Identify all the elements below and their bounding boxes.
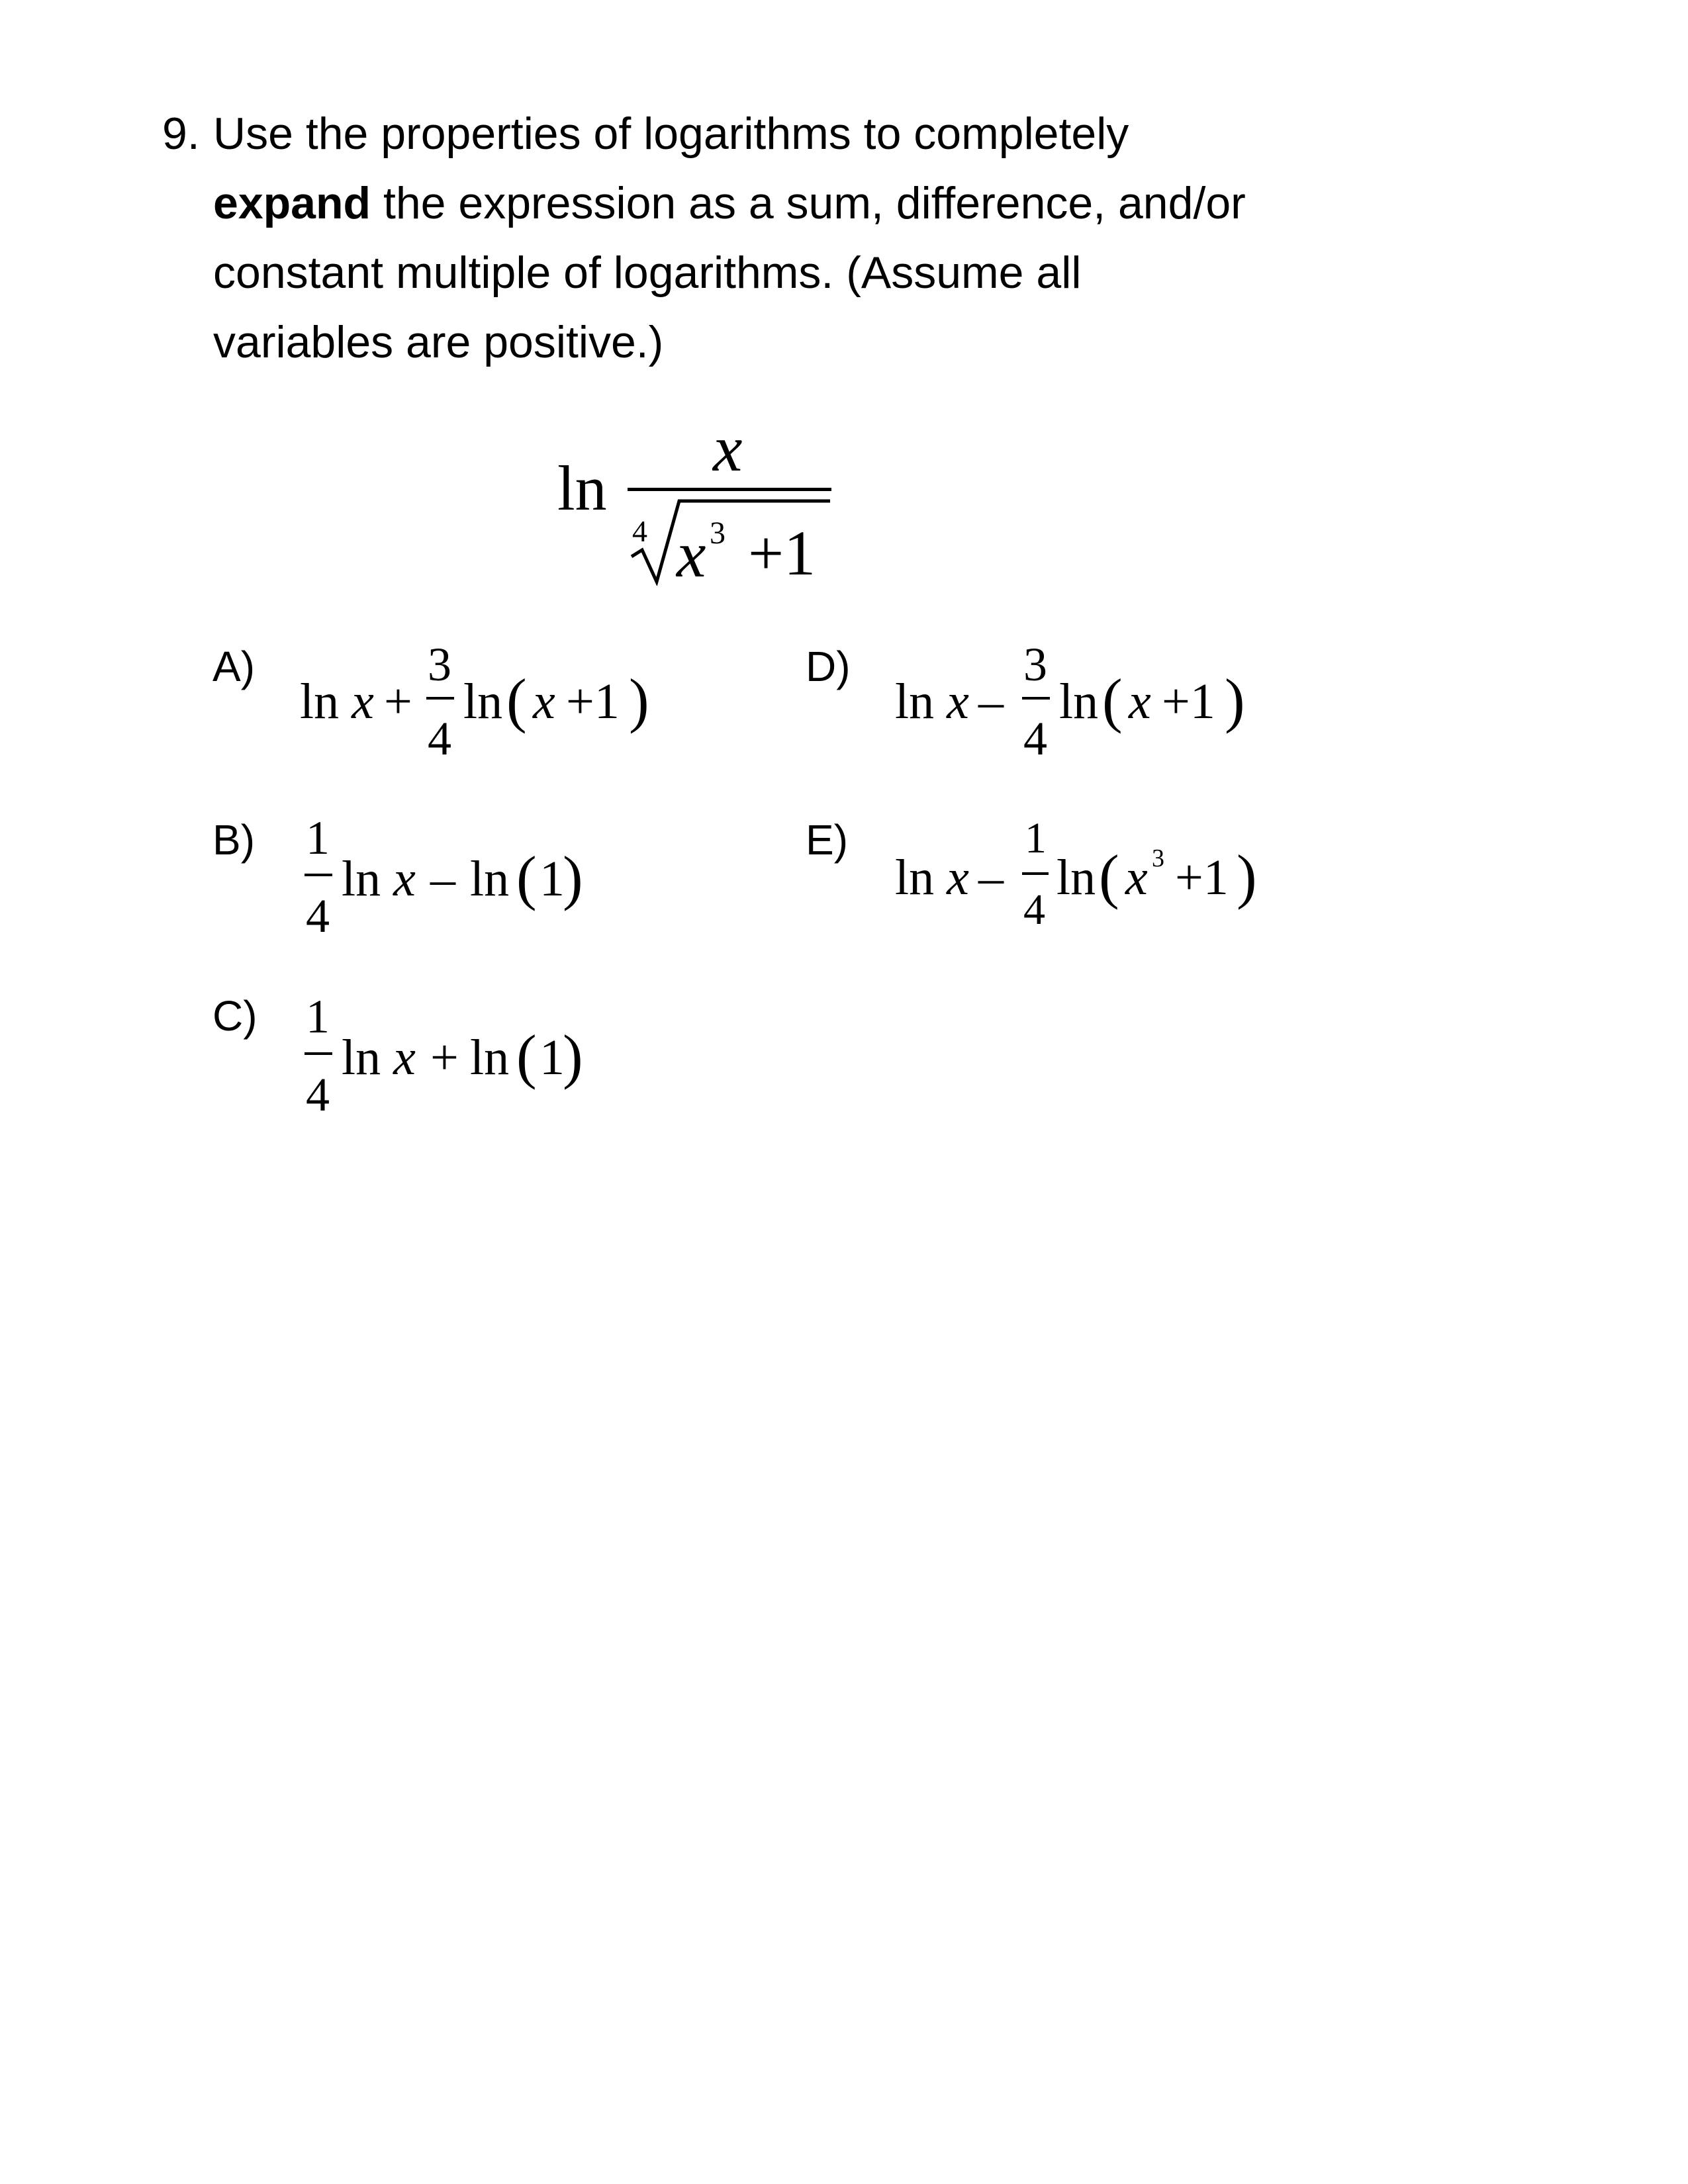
option-d-arg-var: x [1129,674,1151,729]
option-a-rparen: ) [629,666,649,734]
option-e-rparen: ) [1237,842,1257,910]
option-c-frac-bar [305,1052,332,1055]
expr-radicand-exp: 3 [710,516,726,551]
option-b-rparen: ) [563,844,583,911]
question-line-1: Use the properties of logarithms to completely [213,109,1129,159]
option-a-arg-tail: +1 [566,674,620,729]
expr-root-index: 4 [632,514,647,548]
option-c-ln: ln [470,1030,510,1085]
option-d-frac-bar [1022,697,1050,700]
option-e-ln-x: ln x [895,850,969,905]
option-d-op: – [978,674,1004,729]
option-c-frac-den: 4 [306,1068,330,1121]
expr-fraction-bar [628,488,831,491]
option-d-frac-den: 4 [1023,712,1047,765]
question-line-2 [163,169,1354,238]
option-a-arg-var: x [533,674,555,729]
option-b-frac-den: 4 [306,889,330,942]
option-b-lparen: ( [516,844,537,911]
option-d-ln-x: ln x [895,674,969,729]
option-b-ln: ln [470,851,510,907]
option-c-frac-num: 1 [306,990,330,1043]
option-e-label: E) [806,816,848,864]
expand-keyword: expand [213,178,371,228]
option-c-ln-x: ln x [342,1030,416,1085]
option-b-op: – [430,851,455,907]
option-d-rparen: ) [1225,666,1245,734]
option-a-ln: ln [463,674,503,729]
option-a-frac-bar [426,697,454,700]
option-a-frac-num: 3 [428,638,451,691]
question-line-3: constant multiple of logarithms. (Assume all [213,248,1082,298]
option-d-lparen: ( [1102,666,1123,734]
option-e-frac-bar [1022,872,1049,875]
option-b-frac-bar [305,874,332,876]
option-c-arg: 1 [539,1030,565,1085]
option-e-lparen: ( [1099,842,1119,910]
option-a-op: + [384,674,412,729]
option-c-lparen: ( [516,1023,537,1090]
question-number: 9. [162,109,200,159]
option-d-arg-tail: +1 [1162,674,1215,729]
option-b-ln-x: ln x [342,851,416,907]
option-a-label: A) [212,643,255,690]
expr-radicand-var: x [677,518,706,591]
expr-ln: ln [557,453,607,523]
question-text [163,99,1354,377]
option-a-frac-den: 4 [428,712,451,765]
option-b-frac-num: 1 [306,811,330,864]
option-d-frac-num: 3 [1023,638,1047,691]
option-e-frac-den: 4 [1023,886,1045,934]
option-e-arg-exp: 3 [1152,844,1164,872]
option-a-lparen: ( [506,666,527,734]
option-b-label: B) [212,816,255,864]
option-e-arg-tail: +1 [1175,850,1229,905]
option-c-rparen: ) [563,1023,583,1090]
option-e-frac-num: 1 [1025,814,1047,862]
expr-radicand-tail: +1 [748,518,816,588]
option-b-arg: 1 [539,851,565,907]
option-c-op: + [430,1030,459,1085]
option-e-op: – [978,850,1004,905]
option-e-arg-var: x [1125,850,1148,905]
option-e-ln: ln [1056,850,1096,905]
option-d-ln: ln [1059,674,1099,729]
option-a-ln-x: ln x [300,674,374,729]
question-line-2-rest: the expression as a sum, difference, and/or [371,178,1246,228]
option-c-label: C) [212,992,258,1040]
expr-numerator: x [713,412,743,485]
question-line-4: variables are positive.) [213,317,664,367]
option-d-label: D) [806,643,851,690]
